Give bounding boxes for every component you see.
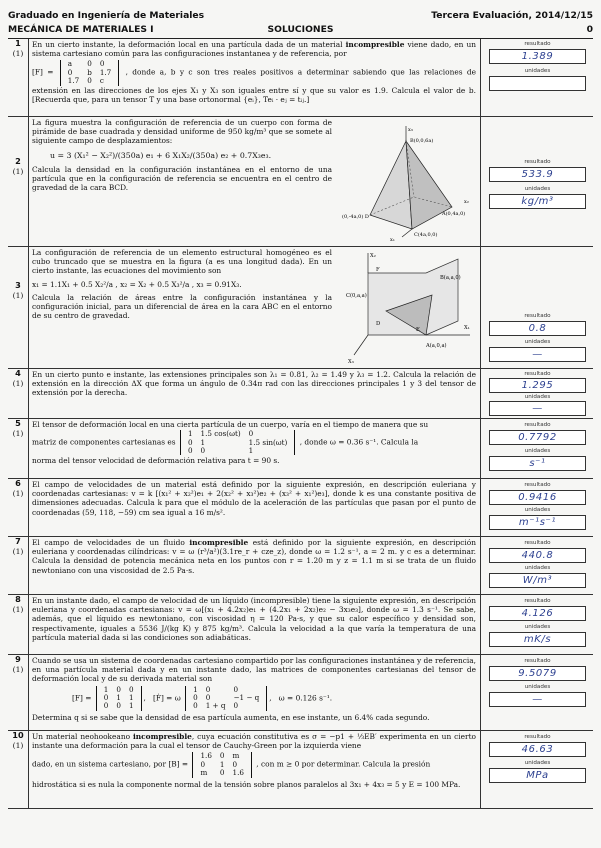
units-label: unidades bbox=[524, 448, 551, 454]
result-box[interactable]: 533.9 bbox=[489, 167, 586, 182]
solutions-title: SOLUCIONES bbox=[267, 24, 334, 35]
point-b: B(a,a,0) bbox=[440, 275, 461, 281]
point-c: C(0,a,a) bbox=[346, 293, 367, 299]
question-1 bbox=[8, 39, 593, 117]
pyramid-figure bbox=[342, 123, 480, 245]
answer-column bbox=[480, 731, 594, 808]
result-label: resultado bbox=[524, 159, 551, 165]
point-c: C(4a,0,0) bbox=[414, 232, 438, 238]
units-box[interactable]: m⁻¹s⁻¹ bbox=[489, 515, 586, 530]
result-label: resultado bbox=[524, 658, 551, 664]
units-box[interactable] bbox=[489, 76, 586, 91]
result-label: resultado bbox=[524, 41, 551, 47]
question-number: 2 (1) bbox=[8, 117, 29, 246]
x1-axis bbox=[402, 229, 412, 237]
question-text: El tensor de deformación local en una cierta partícula de un cuerpo, varía en el tiempo de manera que su matriz de componentes cartesianas es 1 1.5 cos(ωt) 0 0 1 1.5 sin(ωt) 0 0 1 , donde ω = 0.36 s⁻¹. Calcula la norma del tensor velocidad de deformación relativa para t = 90 s. bbox=[32, 420, 429, 466]
result-label: resultado bbox=[524, 540, 551, 546]
x3-axis bbox=[354, 335, 368, 355]
question-number: 6 (1) bbox=[8, 479, 29, 536]
question-text: El campo de velocidades de un fluido incompresible está definido por la siguiente expresión, en descripción euleriana y coordenadas cilíndricas: v = ω (r³/a²)(3.1re_r + cze_z), donde ω = 1.2 s⁻¹, a = 2 m. y c es a determinar. Calcula la densidad de potencia mecánica neta en los puntos con r = 1.20 m y z = 1.1 m si se trata de un fluido newtoniano con una viscosidad de 2.5 Pa·s. bbox=[32, 538, 476, 575]
units-box[interactable]: kg/m³ bbox=[489, 194, 586, 209]
units-label: unidades bbox=[524, 339, 551, 345]
units-label: unidades bbox=[524, 507, 551, 513]
result-label: resultado bbox=[524, 371, 551, 377]
answer-column bbox=[480, 369, 594, 418]
point-b: B(0,0,6a) bbox=[410, 138, 434, 144]
question-text: Cuando se usa un sistema de coordenadas cartesiano compartido por las configuraciones instantánea y de referencia, en una partícula material dada y en un instante dado, las matrices de componentes cartesianas del tensor de deformación local y de su derivada material son [F] = 1 0 0 0 1 1 0 0 1 , [Ḟ] = ω 1 0 0 0 0 −1 − q 0 1 + q 0 , ω = 0.126 s⁻¹. Determina q si se sabe que la densidad de esa partícula aumenta, en ese instante, un 6.4% cada segundo. bbox=[32, 656, 476, 722]
question-text: En un cierto punto e instante, las extensiones principales son λ₁ = 0.81, λ₂ = 1.49 y λ₃ = 1.2. Calcula la relación de extensión en la dirección ΔX que forma un ángulo de 0.34π rad con las direcciones principales 1 y 3 del tensor de extensión por la derecha. bbox=[32, 370, 476, 398]
units-box[interactable]: MPa bbox=[489, 768, 586, 783]
result-box[interactable]: 0.7792 bbox=[489, 430, 586, 445]
answer-column bbox=[480, 39, 594, 116]
subject-title: MECÁNICA DE MATERIALES I bbox=[8, 24, 154, 35]
version-number: 0 bbox=[586, 24, 593, 35]
answer-column bbox=[480, 419, 594, 478]
answer-column bbox=[480, 537, 594, 594]
result-box[interactable]: 0.9416 bbox=[489, 490, 586, 505]
x3-label: x₃ bbox=[408, 127, 413, 133]
units-label: unidades bbox=[524, 68, 551, 74]
question-text: La configuración de referencia de un elemento estructural homogéneo es el cubo truncado que se muestra en la figura (a es una longitud dada). En un cierto instante, las ecuaciones del movimiento son x₁ = 1.1X₁ + 0.5 X₂²/a , x₂ = X₂ + 0.5 X₃²/a , x₃ = 0.91X₃. Calcula la relación de áreas entre la configuración instantánea y la configuración inicial, para un diferencial de área en la cara ABC en el entorno de su centro de gravedad. bbox=[32, 248, 332, 321]
question-number: 4 (1) bbox=[8, 369, 29, 418]
point-e: E bbox=[416, 327, 420, 333]
question-3 bbox=[8, 247, 593, 369]
result-box[interactable]: 46.63 bbox=[489, 742, 586, 757]
point-a: A(0,4a,0) bbox=[442, 211, 466, 217]
question-8 bbox=[8, 595, 593, 655]
question-7 bbox=[8, 537, 593, 595]
result-label: resultado bbox=[524, 313, 551, 319]
cube-figure bbox=[346, 251, 476, 367]
x1-label: x₁ bbox=[390, 237, 395, 243]
point-f: F bbox=[376, 267, 380, 273]
result-box[interactable]: 0.8 bbox=[489, 321, 586, 336]
question-6 bbox=[8, 479, 593, 537]
question-text: En un instante dado, el campo de velocidad de un líquido (incompresible) tiene la siguiente expresión, en descripción euleriana y coordenadas cartesianas: v = ω[(x₁ + 4.2x₂)e₁ + (4.2x₁ + 2x₂)e₂ − 3x₃e₃], donde ω = 1.3 s⁻¹. Se sabe, además, que el líquido es newtoniano, con viscosidad η = 120 Pa·s, y que su calor específico y densidad son, respectivamente, iguales a 5536 J/(kg K) y 875 kg/m³. Calcula la velocidad a la que varía la temperatura de una partícula material dada si las condiciones son adiabáticas. bbox=[32, 596, 476, 642]
result-label: resultado bbox=[524, 598, 551, 604]
result-box[interactable]: 1.389 bbox=[489, 49, 586, 64]
questions-table bbox=[8, 38, 593, 843]
result-box[interactable]: 4.126 bbox=[489, 606, 586, 621]
x2-label: x₂ bbox=[464, 199, 469, 205]
question-number: 8 (1) bbox=[8, 595, 29, 654]
x2-label: X₂ bbox=[370, 253, 376, 259]
degree-title: Graduado en Ingeniería de Materiales bbox=[8, 10, 205, 21]
result-label: resultado bbox=[524, 422, 551, 428]
units-box[interactable]: W/m³ bbox=[489, 573, 586, 588]
question-5 bbox=[8, 419, 593, 479]
answer-column bbox=[480, 479, 594, 536]
answer-column bbox=[480, 117, 594, 246]
question-text: La figura muestra la configuración de referencia de un cuerpo con forma de pirámide de base cuadrada y densidad uniforme de 950 kg/m³ que se somete al siguiente campo de desplazamientos: u = 3 (X₁² − X₂²)/(350a) e₁ + 6 X₁X₂/(350a) e₂ + 0.7X₃e₃. Calcula la densidad en la configuración instantánea en el entorno de una partícula que en la configuración de referencia se encuentra en el centro de gravedad de la cara BCD. bbox=[32, 118, 332, 193]
question-text: El campo de velocidades de un material está definido por la siguiente expresión, en descripción euleriana y coordenadas cartesianas: v = k [(x₁² + x₂²)e₁ + 2(x₂² + x₃²)e₂ + (x₃² + x₁²)e₃], donde k es una constante positiva de dimensiones adecuadas. Calcula k para que el módulo de la aceleración de las partículas que pasan por el punto de coordenadas (59, 118, −59) cm sea igual a 16 m/s². bbox=[32, 480, 476, 517]
point-d: D bbox=[376, 321, 381, 327]
question-number: 5 (1) bbox=[8, 419, 29, 478]
units-label: unidades bbox=[524, 684, 551, 690]
units-label: unidades bbox=[524, 760, 551, 766]
matrix-F: 1 0 0 0 1 1 0 0 1 bbox=[96, 686, 142, 711]
answer-column bbox=[480, 247, 594, 368]
matrix-F-dot: 1 0 0 0 0 −1 − q 0 1 + q 0 bbox=[185, 686, 267, 711]
result-box[interactable]: 1.295 bbox=[489, 378, 586, 393]
question-10 bbox=[8, 731, 593, 809]
face-bcd bbox=[370, 141, 412, 229]
units-label: unidades bbox=[524, 186, 551, 192]
result-box[interactable]: 440.8 bbox=[489, 548, 586, 563]
question-number: 7 (1) bbox=[8, 537, 29, 594]
question-text: Un material neohookeano incompresible, cuya ecuación constitutiva es σ = −p1 + ⅓EB′ experimenta en un cierto instante una deformación para la cual el tensor de Cauchy-Green por la izquierda viene dado, en un sistema cartesiano, por [B] = 1.6 0 m 0 1 0 m 0 1.6 , con m ≥ 0 por determinar. Calcula la presión hidrostática si es nula la componente normal de la tensión sobre planos paralelos al 3x₁ + 4x₃ = 5 y E = 100 MPa. bbox=[32, 732, 476, 789]
header-row-2 bbox=[8, 24, 593, 36]
matrix-F: 1 1.5 cos(ωt) 0 0 1 1.5 sin(ωt) 0 0 1 bbox=[180, 430, 295, 455]
question-4 bbox=[8, 369, 593, 419]
units-box[interactable]: mK/s bbox=[489, 632, 586, 647]
question-number: 3 (1) bbox=[8, 247, 29, 368]
units-label: unidades bbox=[524, 394, 551, 400]
exam-date: Tercera Evaluación, 2014/12/15 bbox=[431, 10, 593, 21]
result-label: resultado bbox=[524, 482, 551, 488]
header-row-1 bbox=[8, 10, 593, 22]
question-text: En un cierto instante, la deformación local en una partícula dada de un material incompresible viene dado, en un sistema cartesiano común para las configuraciones instantanea y de referencia, por [F] = a 0 0 0 b 1.7 1.7 0 c , donde a, b y c son tres reales positivos a determinar sabiendo que las relaciones de extensión en las direcciones de los ejes X₁ y X₃ son iguales entre sí y que su valor es 1.9. Calcula el valor de b. [Recuerda que, para un tensor T y una base ortonormal {eᵢ}, Teᵢ · eⱼ = tᵢⱼ.] bbox=[32, 40, 477, 104]
units-label: unidades bbox=[524, 565, 551, 571]
x1-label: X₁ bbox=[464, 325, 470, 331]
units-label: unidades bbox=[524, 624, 551, 630]
question-9 bbox=[8, 655, 593, 731]
point-d: (0,-4a,0) D bbox=[342, 214, 369, 220]
point-a: A(a,0,a) bbox=[426, 343, 447, 349]
answer-column bbox=[480, 595, 594, 654]
question-2 bbox=[8, 117, 593, 247]
question-number: 1 (1) bbox=[8, 39, 29, 116]
units-box[interactable]: — bbox=[489, 692, 586, 707]
x3-label: X₃ bbox=[348, 359, 354, 365]
question-number: 9 (1) bbox=[8, 655, 29, 730]
matrix-B: 1.6 0 m 0 1 0 m 0 1.6 bbox=[192, 752, 251, 777]
result-box[interactable]: 9.5079 bbox=[489, 666, 586, 681]
answer-column bbox=[480, 655, 594, 730]
matrix-F: a 0 0 0 b 1.7 1.7 0 c bbox=[60, 60, 119, 85]
units-box[interactable]: s⁻¹ bbox=[489, 456, 586, 471]
question-number: 10 (1) bbox=[8, 731, 29, 808]
units-box[interactable]: — bbox=[489, 401, 586, 416]
units-box[interactable]: — bbox=[489, 347, 586, 362]
result-label: resultado bbox=[524, 734, 551, 740]
